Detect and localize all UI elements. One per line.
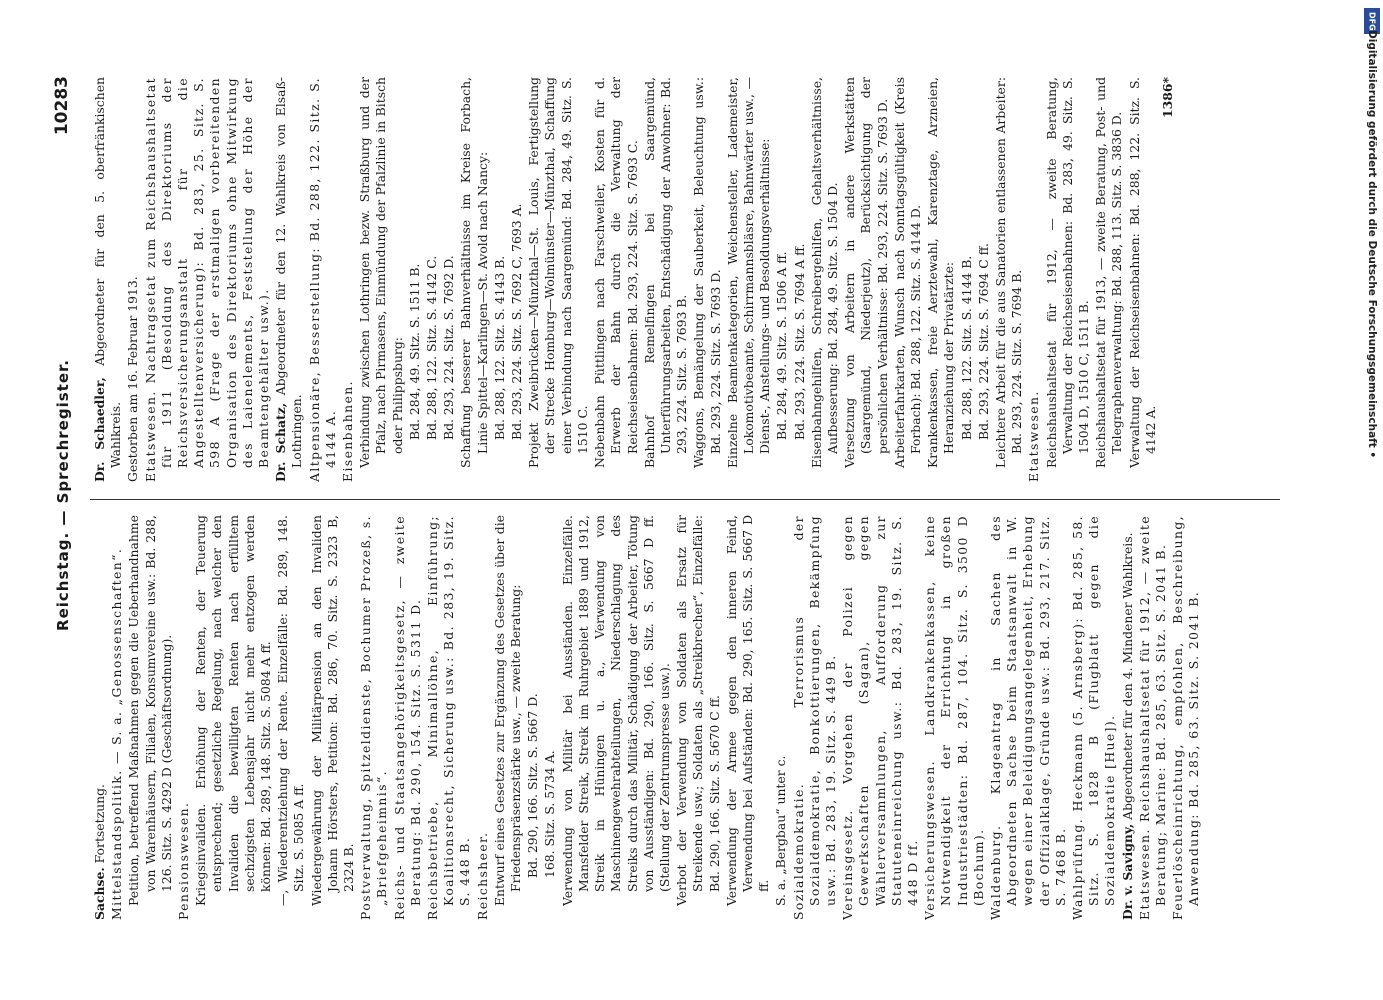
topic-entry: Etatswesen. — [1026, 390, 1042, 482]
speaker-entry — [1120, 515, 1136, 920]
speaker-name: Sachse. — [92, 867, 107, 920]
topic-entry: Waldenburg. Klageantrag in Sachen des Abgeordneten Sachse beim Staatsanwalt in W. wegen einer Beleidigungsangelegenheit, Erhebung der Offizialklage, Gründe usw.: Bd. 293, 217. Sitz. S. 7468 B. — [987, 515, 1068, 920]
sub-entry: Arbeiterfahrkarten, Wunsch nach Sonntagsgültigkeit (Kreis Forbach): Bd. 288, 122. Sitz. S. 4144 D. — [891, 77, 923, 468]
page-content — [50, 70, 1290, 920]
speaker-entry — [92, 515, 108, 920]
topic-entry: Eisenbahnen. — [340, 379, 356, 482]
topic-entry: Mittelstandspolitik. — S. a. „Genossenschaften“. — [109, 547, 125, 920]
page-number: 10283 — [52, 76, 72, 136]
topic-entry: Postverwaltung, Spitzeldienste, Bochumer Prozeß, s. „Briefgeheimnis“. — [358, 515, 390, 920]
digitization-note — [1362, 20, 1380, 980]
topic-entry: Pensionswesen. — [176, 801, 192, 920]
reference-line: Bd. 288, 122. Sitz. S. 4143 B. — [491, 255, 507, 440]
sub-entry: Reichshaushaltsetat für 1912, — zweite Beratung, Verwaltung der Reichseisenbahnen: Bd. 283, 49. Sitz. S. 1504 D, 1510 C, 1511 B. — [1043, 77, 1091, 468]
sub-entry: Schaffung besserer Bahnverhältnisse im Kreise Forbach, Linie Spittel—Karlingen—St. Avold nach Nancy: — [458, 77, 490, 468]
reference-line: Bd. 284, 49. Sitz. S. 1506 A ff. — [774, 251, 790, 440]
sub-entry: Bahnhof Remelfingen bei Saargemünd, Unterführungsarbeiten, Entschädigung der Anwohner: Bd. 293, 224. Sitz. S. 7693 B. — [641, 77, 690, 468]
reference-line: Bd. 293, 224. Sitz. S. 7692 D. — [441, 255, 457, 440]
speaker-name: Dr. v. Savigny, — [1119, 823, 1135, 920]
sub-entry: —, Wiederentziehung der Rente. Einzelfälle: Bd. 289, 148. Sitz. S. 5085 A ff. — [275, 515, 307, 906]
sub-entry: Verwendung der Armee gegen den inneren Feind, Verwendung bei Aufständen: Bd. 290, 165. Sitz. S. 5667 D ff. — [723, 515, 772, 906]
speaker-name: Dr. Schatz, — [273, 402, 289, 482]
plain-entry: Gestorben am 16. Februar 1913. — [125, 276, 141, 482]
digitization-note-text: Digitalisierung gefördert durch die Deutsche Forschungsgemeinschaft • — [1366, 30, 1378, 459]
speaker-description: Abgeordneter für den 4. Mindener Wahlkreis. — [1119, 532, 1135, 824]
topic-entry: Etatswesen. Reichshaushaltsetat für 1912, — zweite Beratung; Marine: Bd. 285, 63. Sitz. S. 2041 B. — [1136, 515, 1168, 920]
sub-entry: Nebenbahn Püttlingen nach Farschweiler, Kosten für d. Erwerb der Bahn durch die Verwaltung der Reichseisenbahnen: Bd. 293, 224. Sitz. S. 7693 C. — [592, 77, 640, 468]
sub-entry: Wiedergewährung der Militärpension an den Invaliden Johann Hörsters, Petition: Bd. 286, 70. Sitz. S. 2323 B, 2324 B. — [308, 515, 357, 906]
speaker-name: Dr. Schaedler, — [92, 377, 107, 482]
sub-entry: Projekt Zweibrücken—Münzthal—St. Louis, Fertigstellung der Strecke Homburg—Wolmünster—Münzthal, Schaffung einer Verbindung nach Saargemünd: Bd. 284, 49. Sitz. S. 1510 C. — [526, 77, 590, 468]
topic-entry: Reichsbetriebe, Minimallöhne, Einführung; Koalitionsrecht, Sicherung usw.: Bd. 283, 19. Sitz. S. 448 B. — [425, 515, 473, 920]
sub-entry: S. a. „Bergbau“ unter c. — [773, 755, 789, 906]
signature-mark: 1386* — [1160, 77, 1175, 118]
topic-entry: Altpensionäre, Besserstellung: Bd. 288, 122. Sitz. S. 4144 A. — [306, 77, 338, 482]
running-title: Reichstag. — Sprechregister. — [54, 359, 72, 631]
sub-entry: Entwurf eines Gesetzes zur Ergänzung des Gesetzes über die Friedenspräsenzstärke usw., — zweite Beratung: — [491, 515, 524, 906]
topic-entry: Wahlprüfung. Heckmann (5. Arnsberg): Bd. 285, 58. Sitz. S. 1828 B (Flugblatt gegen die Sozialdemokratie [Hue]). — [1069, 515, 1118, 920]
sub-entry: Waggons, Bemängelung der Sauberkeit, Beleuchtung usw.: Bd. 293, 224. Sitz. S. 7693 D. — [691, 77, 723, 468]
sub-entry: Verwendung von Militär bei Ausständen. Einzelfälle. Mansfelder Streik, Streik im Ruhrgebiet 1889 und 1912, Streik in Hüningen u. a., Verwendung von Maschinengewehrabteilungen, Niederschlagung des Streiks durch das Militär, Schädigung der Arbeiter, Tötung von Ausständigen: Bd. 290, 166. Sitz. S. 5667 D ff. (Stellung der Zentrumspresse usw.). — [559, 515, 672, 906]
reference-line: Bd. 293, 224. Sitz. S. 7692 C, 7693 A. — [509, 203, 525, 440]
sub-entry: Reichshaushaltsetat für 1913, — zweite Beratung, Post- und Telegraphenverwaltung: Bd. 288, 113. Sitz. S. 3836 D. — [1093, 77, 1125, 468]
column-divider — [90, 499, 1280, 500]
sub-entry: Verbindung zwischen Lothringen bezw. Straßburg und der Pfalz, nach Pirmasens, Einmündung der Pfalzlinie in Bitsch oder Philippsburg: — [357, 77, 405, 468]
left-column — [92, 515, 1282, 920]
speaker-description: Fortsetzung. — [92, 784, 107, 868]
speaker-description: Abgeordneter für den 12. Wahlkreis von Elsaß-Lothringen. — [273, 77, 305, 468]
topic-entry: Versicherungswesen. Landkrankenkassen, keine Notwendigkeit der Errichtung in großen Industriestädten: Bd. 287, 104. Sitz. S. 3500 D (Bochum). — [922, 515, 986, 920]
reference-line: Bd. 293, 224. Sitz. S. 7694 A ff. — [791, 243, 807, 440]
sub-entry: Versetzung von Arbeitern in andere Werkstätten (Saargemünd, Niederjeutz), Berücksichtigung der persönlichen Verhältnisse: Bd. 293, 224. Sitz. S. 7693 D. — [842, 77, 890, 468]
reference-line: Bd. 284, 49. Sitz. S. 1511 B. — [406, 263, 422, 440]
sub-entry: Kriegsinvaliden. Erhöhung der Renten, der Teuerung entsprechend; gesetzliche Regelung, nach welcher den Invaliden die bewilligten Renten nach erfülltem sechzigsten Lebensjahr nicht mehr entzogen werden können: Bd. 289, 148. Sitz. S. 5084 A ff. — [193, 515, 274, 906]
sub-entry: Krankenkassen, freie Aerztewahl, Karenztage, Arzneien, Heranziehung der Privatärzte: — [925, 77, 957, 468]
topic-entry: Reichsheer. — [474, 831, 490, 920]
sub-entry: Verbot der Verwendung von Soldaten als Ersatz für Streikende usw.; Soldaten als „Streikbrecher“, Einzelfälle: Bd. 290, 166. Sitz. S. 5670 C ff. — [674, 515, 722, 906]
sub-entry: Einzelne Beamtenkategorien, Weichensteller, Lademeister, Lokomotivbeamte, Schirrmannsbläsre, Bahnwärter usw., — Dienst-, Anstellungs- und Besoldungsverhältnisse: — [724, 77, 773, 468]
topic-entry: Feuerlöscheinrichtung, empfohlen, Beschreibung, Anwendung: Bd. 285, 63. Sitz. S. 2041 B. — [1170, 515, 1202, 920]
reference-line: Bd. 288, 122. Sitz. S. 4144 B. — [958, 255, 974, 440]
topic-entry: Vereinsgesetz. Vorgehen der Polizei gegen Gewerkschaften (Sagan), gegen Wählerversammlungen, Aufforderung zur Statuteneinreichung usw.: Bd. 283, 19. Sitz. S. 448 D ff. — [840, 515, 920, 920]
reference-line: Bd. 290, 166. Sitz. S. 5667 D. — [525, 693, 541, 878]
sub-entry: Leichtere Arbeit für die aus Sanatorien entlassenen Arbeiter: Bd. 293, 224. Sitz. S. 7694 B. — [992, 77, 1025, 468]
speaker-entry — [92, 77, 124, 482]
page-header — [50, 70, 90, 920]
topic-entry: Etatswesen. Nachtragsetat zum Reichshaushaltsetat für 1911 (Besoldung des Direktoriums der Reichsversicherungsanstalt für die Angestelltenversicherung): Bd. 283, 25. Sitz. S. 598 A (Frage der erstmaligen vorbereitenden Organisation des Direktoriums ohne Mitwirkung des Laienelements, Feststellung der Höhe der Beamtengehälter usw.). — [142, 77, 272, 482]
reference-line: Bd. 288, 122. Sitz. S. 4142 C. — [424, 255, 440, 440]
speaker-entry — [273, 77, 305, 482]
sub-entry: Petition, betreffend Maßnahmen gegen die Ueberhandnahme von Warenhäusern, Filialen, Konsumvereine usw.: Bd. 288, 126. Sitz. S. 4292 D (Geschäftsordnung). — [126, 515, 174, 906]
topic-entry: Reichs- und Staatsangehörigkeitsgesetz, — zweite Beratung: Bd. 290, 154. Sitz. S. 5311 D. — [391, 515, 423, 920]
sub-entry: Verwaltung der Reichseisenbahnen: Bd. 288, 122. Sitz. S. 4142 A. — [1126, 77, 1158, 468]
topic-entry: Sozialdemokratie. Terrorismus der Sozialdemokratie, Bonkottierungen, Bekämpfung usw.: Bd. 283, 19. Sitz. S. 449 B. — [790, 515, 838, 920]
reference-line: 168. Sitz. S. 5734 A. — [542, 750, 558, 878]
reference-line: Bd. 293, 224. Sitz. S. 7694 C ff. — [975, 243, 991, 440]
speaker-description: Abgeordneter für den 5. oberfränkischen Wahlkreis. — [92, 77, 124, 468]
dfg-logo: DFG — [1364, 8, 1380, 34]
sub-entry: Eisenbahngehilfen, Schreibergehilfen, Gehaltsverhältnisse, Aufbesserung: Bd. 284, 49. Sitz. S. 1504 D. — [808, 77, 840, 468]
right-column — [92, 77, 1282, 482]
